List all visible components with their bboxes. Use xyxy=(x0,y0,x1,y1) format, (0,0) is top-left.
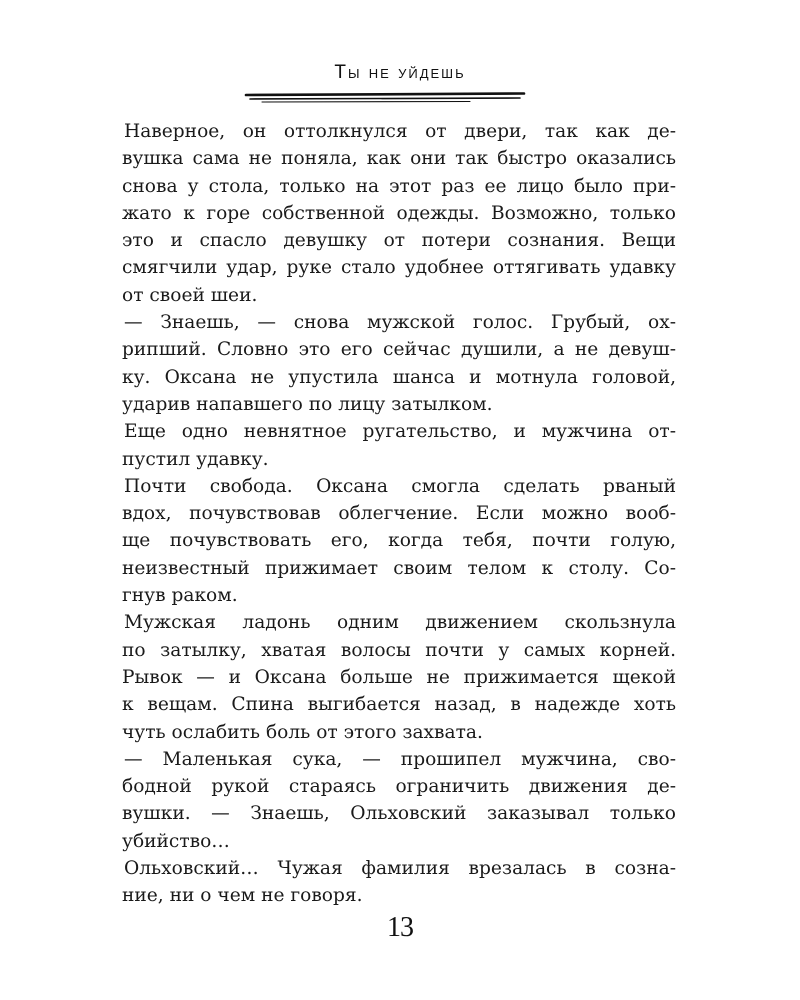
running-title: Ты не уйдешь xyxy=(334,62,466,83)
page-number: 13 xyxy=(387,912,413,943)
text-line: вдох, почувствовав облегчение. Если можно вооб- xyxy=(122,503,676,525)
text-line: гнув раком. xyxy=(122,585,238,607)
text-line: вушки. — Знаешь, Ольховский заказывал только xyxy=(122,803,676,825)
text-line: рипший. Словно это его сейчас душили, а не девуш- xyxy=(122,339,676,361)
text-line: к вещам. Спина выгибается назад, в надежде хоть xyxy=(122,694,676,716)
text-line: убийство… xyxy=(122,830,230,852)
text-line: снова у стола, только на этот раз ее лицо было при- xyxy=(122,175,676,197)
text-line: жато к горе собственной одежды. Возможно, только xyxy=(122,202,676,224)
text-line: чуть ослабить боль от этого захвата. xyxy=(122,721,483,743)
text-line: неизвестный прижимает своим телом к столу. Со- xyxy=(122,557,676,579)
text-line: Мужская ладонь одним движением скользнула xyxy=(124,612,676,634)
text-line: ударив напавшего по лицу затылком. xyxy=(122,393,493,415)
text-line: — Маленькая сука, — прошипел мужчина, сво- xyxy=(124,748,676,770)
text-line: Еще одно невнятное ругательство, и мужчина от- xyxy=(124,421,676,443)
running-header xyxy=(0,62,800,84)
text-line: ку. Оксана не упустила шанса и мотнула головой, xyxy=(122,366,676,388)
text-line: Наверное, он оттолкнулся от двери, так как де- xyxy=(124,121,676,142)
text-line: это и спасло девушку от потери сознания. Вещи xyxy=(122,230,676,252)
text-line: Ольховский… Чужая фамилия врезалась в созна- xyxy=(124,858,676,880)
text-line: смягчили удар, руке стало удобнее оттягивать удавку xyxy=(122,257,676,279)
text-line: по затылку, хватая волосы почти у самых корней. xyxy=(122,639,676,661)
text-line: ще почувствовать его, когда тебя, почти голую, xyxy=(122,530,676,552)
text-line: — Знаешь, — снова мужской голос. Грубый, ох- xyxy=(124,312,676,334)
text-line: от своей шеи. xyxy=(122,284,258,306)
text-line: бодной рукой стараясь ограничить движения де- xyxy=(122,776,676,798)
text-line: вушка сама не поняла, как они так быстро оказались xyxy=(122,148,676,170)
text-line: пустил удавку. xyxy=(122,448,269,470)
body-text xyxy=(124,118,676,910)
text-line: Рывок — и Оксана больше не прижимается щекой xyxy=(122,666,676,688)
text-line: ние, ни о чем не говоря. xyxy=(122,885,363,907)
text-line: Почти свобода. Оксана смогла сделать рваный xyxy=(124,475,676,497)
decorative-rule xyxy=(0,88,800,108)
